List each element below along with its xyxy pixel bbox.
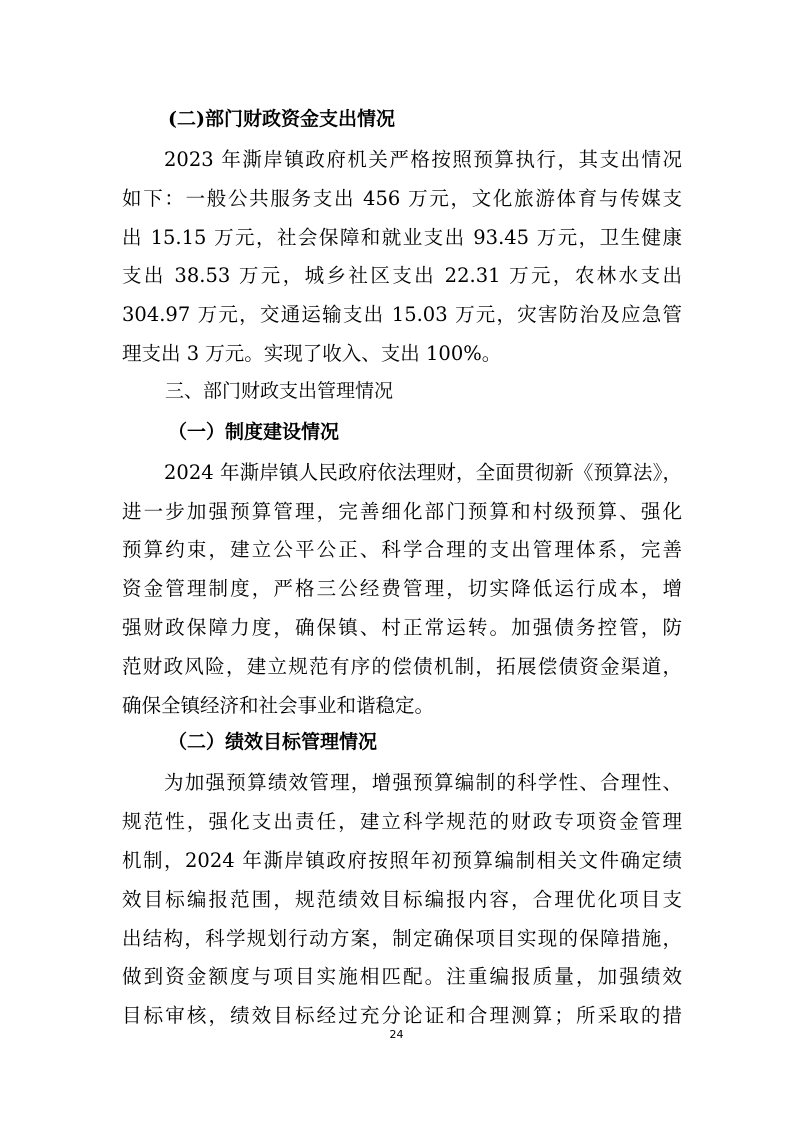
paragraph-line: 预算约束，建立公平公正、科学合理的支出管理体系，完善	[122, 538, 682, 562]
paragraph-line: 理支出 3 万元。实现了收入、支出 100%。	[122, 341, 502, 365]
paragraph-line: 出结构，科学规划行动方案，制定确保项目实现的保障措施，	[122, 926, 682, 950]
paragraph-line: 机制，2024 年澌岸镇政府按照年初预算编制相关文件确定绩	[122, 848, 682, 872]
paragraph-line: 确保全镇经济和社会事业和谐稳定。	[122, 693, 435, 717]
paragraph-line: 规范性，强化支出责任，建立科学规范的财政专项资金管理	[122, 810, 682, 834]
paragraph-system-building	[122, 454, 682, 726]
paragraph-line: 2024 年澌岸镇人民政府依法理财，全面贯彻新《预算法》，	[164, 460, 682, 484]
paragraph-line: 效目标编报范围，规范绩效目标编报内容，合理优化项目支	[122, 887, 682, 911]
paragraph-line: 强财政保障力度，确保镇、村正常运转。加强债务控管，防	[122, 615, 682, 639]
section-heading-expenditure-management: 三、部门财政支出管理情况	[165, 379, 394, 402]
paragraph-line: 2023 年澌岸镇政府机关严格按照预算执行，其支出情况	[164, 148, 682, 171]
paragraph-line: 资金管理制度，严格三公经费管理，切实降低运行成本，增	[122, 577, 682, 601]
section-heading-system-building: （一）制度建设情况	[168, 420, 340, 443]
paragraph-line: 304.97 万元，交通运输支出 15.03 万元，灾害防治及应急管	[122, 303, 682, 327]
paragraph-line: 为加强预算绩效管理，增强预算编制的科学性、合理性、	[164, 771, 682, 795]
paragraph-line: 如下：一般公共服务支出 456 万元，文化旅游体育与传媒支	[122, 186, 682, 210]
paragraph-line: 支出 38.53 万元，城乡社区支出 22.31 万元，农林水支出	[122, 264, 682, 288]
section-heading-fiscal-expenditure: (二)部门财政资金支出情况	[168, 108, 395, 130]
paragraph-expenditure-details	[122, 141, 682, 374]
page-number: 24	[389, 1028, 404, 1041]
paragraph-line: 出 15.15 万元，社会保障和就业支出 93.45 万元，卫生健康	[122, 225, 682, 249]
document-body	[122, 102, 682, 1036]
paragraph-line: 范财政风险，建立规范有序的偿债机制，拓展偿债资金渠道，	[122, 654, 682, 678]
paragraph-line: 目标审核，绩效目标经过充分论证和合理测算；所采取的措	[122, 1004, 682, 1028]
paragraph-performance-goals	[122, 764, 682, 1036]
paragraph-line: 进一步加强预算管理，完善细化部门预算和村级预算、强化	[122, 499, 682, 523]
section-heading-performance-goals: （二）绩效目标管理情况	[168, 731, 378, 754]
paragraph-line: 做到资金额度与项目实施相匹配。注重编报质量，加强绩效	[122, 965, 682, 989]
